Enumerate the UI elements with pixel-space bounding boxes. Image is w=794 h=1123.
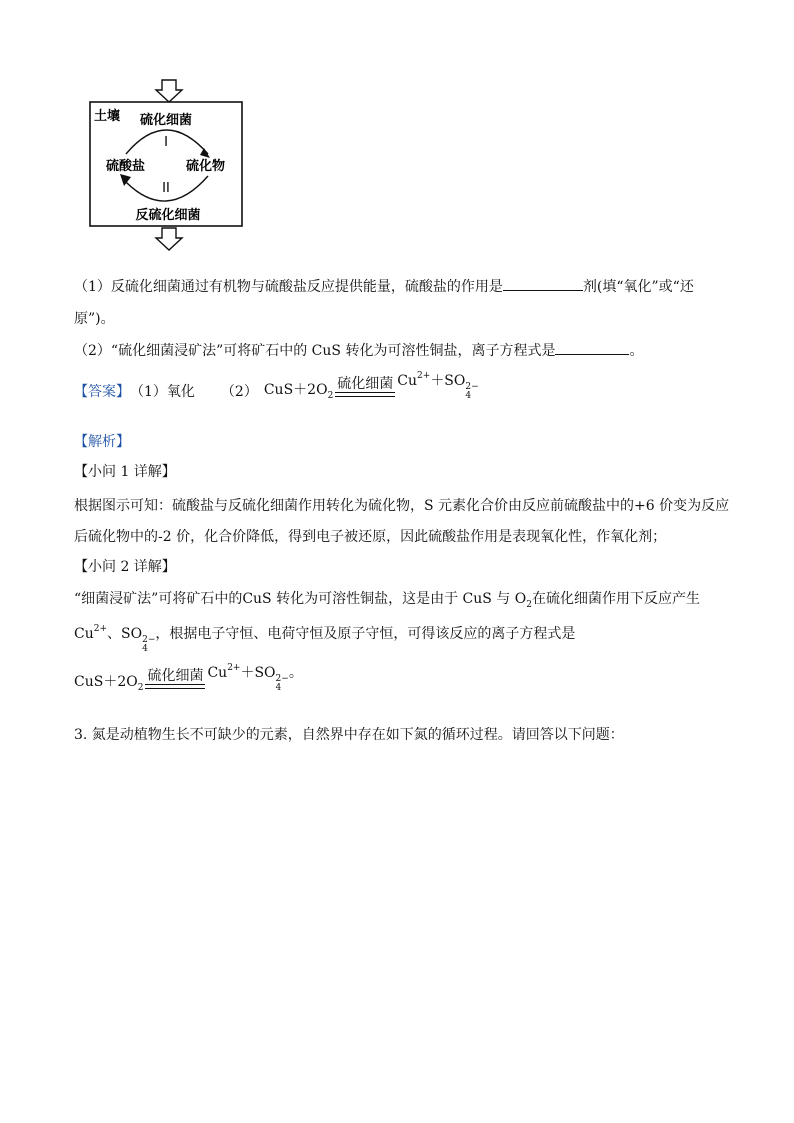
analysis-p1-line1: 根据图示可知：硫酸盐与反硫化细菌作用转化为硫化物，S 元素化合价由反应前硫酸盐中的+6 价变为反应 <box>74 498 730 514</box>
answer-part2: （2） <box>220 384 258 400</box>
label-sulfide: 硫化物 <box>186 159 226 174</box>
analysis-equation: $CuS+2O_2$ 硫化细菌 $Cu^{2+}+SO$ 2− 4 。 <box>74 663 303 693</box>
label-sulfate: 硫酸盐 <box>106 159 146 174</box>
answer-part1: （1）氧化 <box>130 384 195 400</box>
analysis-p2-line2: $Cu^{2+}$、SO 2− 4 ，根据电子守恒、电荷守恒及原子守恒，可得该反应的离子方程式是 <box>74 624 576 654</box>
eq-rhs: $Cu^{2+}+SO$ 2− 4 <box>397 371 479 401</box>
question-3: 3. 氮是动植物生长不可缺少的元素，自然界中存在如下氮的循环过程。请回答以下问题： <box>74 727 624 743</box>
question-2 <box>74 340 643 360</box>
q1-answer-blank[interactable] <box>503 290 583 291</box>
output-arrow-icon <box>156 228 182 250</box>
answer-equation <box>264 370 479 401</box>
q1-prefix: （1）反硫化细菌通过有机物与硫酸盐反应提供能量，硫酸盐的作用是 <box>74 279 503 295</box>
sulfur-cycle-diagram <box>80 76 260 254</box>
label-desulfur-bacteria: 反硫化细菌 <box>135 208 201 223</box>
input-arrow-icon <box>156 80 182 102</box>
eq-condition: 硫化细菌 <box>335 376 395 397</box>
q1-line2: 原”)。 <box>74 311 115 327</box>
analysis-label: 【解析】 <box>74 434 130 450</box>
subq1-heading: 【小问 1 详解】 <box>74 464 176 480</box>
question-1 <box>74 276 694 296</box>
q2-prefix: （2）“硫化细菌浸矿法”可将矿石中的 CuS 转化为可溶性铜盐，离子方程式是 <box>74 343 556 359</box>
subq2-heading: 【小问 2 详解】 <box>74 559 176 575</box>
label-sulfur-bacteria: 硫化细菌 <box>139 113 193 128</box>
answer-label: 【答案】 <box>74 384 130 400</box>
analysis-p1-line2: 后硫化物中的-2 价，化合价降低，得到电子被还原，因此硫酸盐作用是表现氧化性，作氧化剂； <box>74 529 667 545</box>
q2-answer-blank[interactable] <box>555 354 629 355</box>
q1-suffix: 剂(填“氧化”或“还 <box>582 279 694 295</box>
answer-line <box>74 370 479 401</box>
roman-one: I <box>164 135 168 150</box>
soil-label: 土壤 <box>94 109 121 124</box>
analysis-p2-line1: “细菌浸矿法”可将矿石中的CuS 转化为可溶性铜盐，这是由于 CuS 与 $O_2$在硫化细菌作用下反应产生 <box>74 591 700 610</box>
roman-two: II <box>162 181 170 196</box>
eq-lhs: $CuS+2O_2$ <box>263 382 334 401</box>
q2-suffix: 。 <box>629 343 644 359</box>
